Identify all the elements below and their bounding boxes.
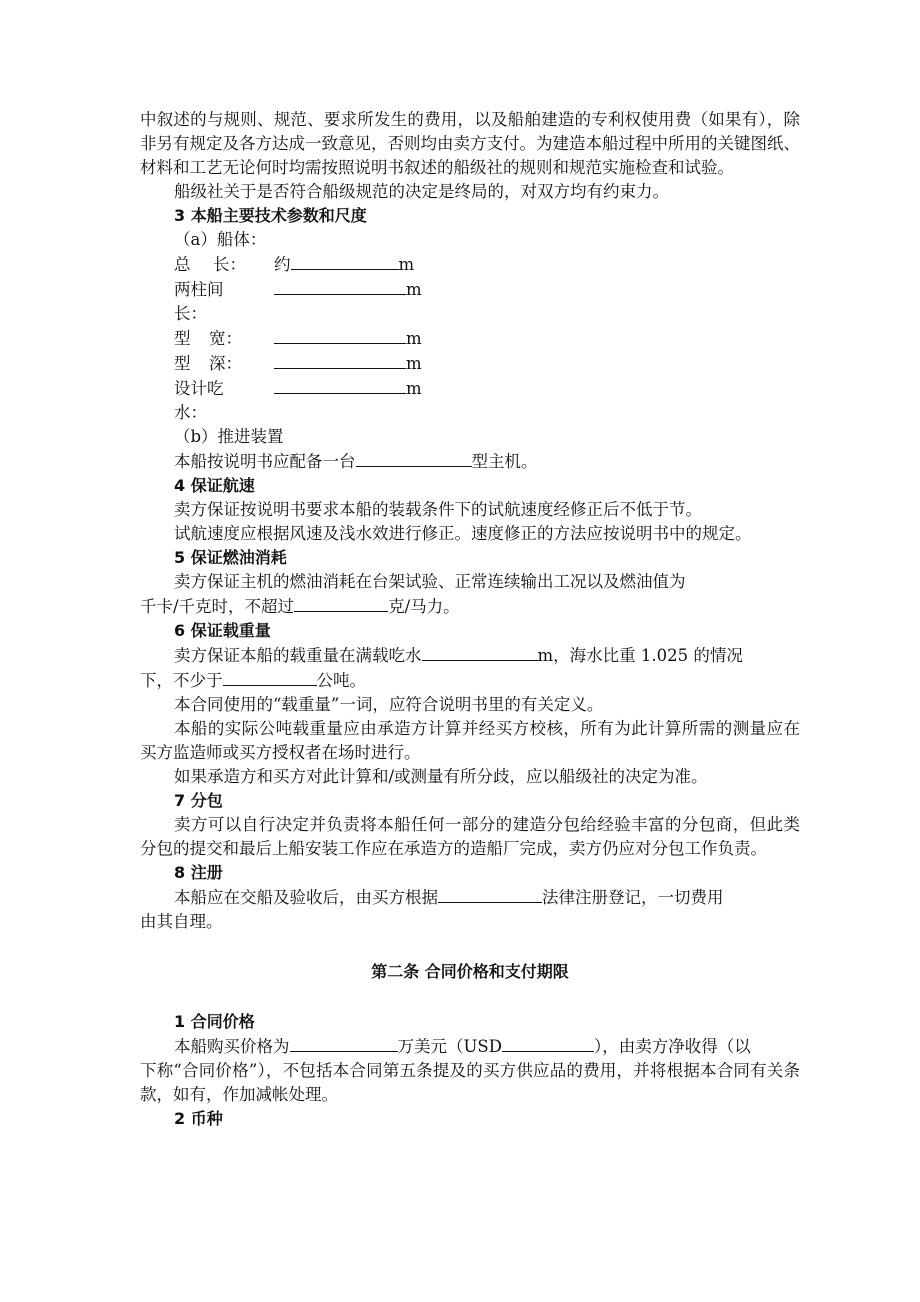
spec-row-design-draft: 设计吃水： m [140,376,800,425]
blank-price-usd[interactable] [502,1034,594,1052]
paragraph-deadweight-calculation: 本船的实际公吨载重量应由承造方计算并经买方校核，所有为此计算所需的测量应在买方监造师或买方授权者在场时进行。 [140,719,800,762]
spec-row-overall-length: 总 长： 约 m [140,252,800,277]
paragraph-classification-decision: 船级社关于是否符合船级规范的决定是终局的，对双方均有约束力。 [174,182,669,201]
heading-deadweight: 6 保证载重量 [174,621,271,640]
heading-registration: 8 注册 [174,863,223,882]
line-main-engine: 本船按说明书应配备一台 型主机。 [140,449,800,474]
line-deadweight-min: 下，不少于 公吨。 [140,668,800,693]
paragraph-specification-fees: 中叙述的与规则、规范、要求所发生的费用，以及船舶建造的专利权使用费（如果有），除非另有规定及各方达成一致意见，否则均由卖方支付。为建造本船过程中所用的关键图纸、材料和工艺无论何时均需按照说明书叙述的船级社的规则和规范实施检查和试验。 [140,110,800,177]
heading-contract-price: 1 合同价格 [174,1012,255,1031]
spec-row-length-bp: 两柱间长： m [140,277,800,326]
paragraph-subcontracting: 卖方可以自行决定并负责将本船任何一部分的建造分包给经验丰富的分包商，但此类分包的提交和最后上船安装工作应在承造方的造船厂完成，卖方仍应对分包工作负责。 [140,815,800,858]
heading-main-parameters: 3 本船主要技术参数和尺度 [174,206,367,225]
line-contract-price: 本船购买价格为 万美元（USD ），由卖方净收得（以 [140,1034,800,1059]
paragraph-speed-guarantee: 卖方保证按说明书要求本船的装载条件下的试航速度经修正后不低于节。 [174,500,702,519]
blank-engine-type[interactable] [356,449,472,467]
heading-subcontracting: 7 分包 [174,791,223,810]
spec-row-moulded-breadth: 型 宽： m [140,326,800,351]
blank-deadweight-tonnes[interactable] [223,668,317,686]
blank-price-wan-usd[interactable] [290,1034,398,1052]
heading-guaranteed-speed: 4 保证航速 [174,476,255,495]
heading-fuel-consumption: 5 保证燃油消耗 [174,548,287,567]
document-body [140,108,800,1131]
paragraph-deadweight-dispute: 如果承造方和买方对此计算和/或测量有所分歧，应以船级社的决定为准。 [174,767,708,786]
line-registration: 本船应在交船及验收后，由买方根据 法律注册登记，一切费用 [140,885,800,910]
blank-design-draft[interactable] [274,376,406,394]
line-fuel-limit: 千卡/千克时，不超过 克/马力。 [140,594,800,619]
paragraph-contract-price-definition: 下称“合同价格”），不包括本合同第五条提及的买方供应品的费用，并将根据本合同有关条款，如有，作加减帐处理。 [140,1061,800,1104]
label-propulsion: （b）推进装置 [174,427,284,446]
line-registration-cost: 由其自理。 [140,912,223,931]
blank-fuel-limit[interactable] [294,594,388,612]
paragraph-speed-correction: 试航速度应根据风速及浅水效进行修正。速度修正的方法应按说明书中的规定。 [174,524,752,543]
blank-registration-law[interactable] [438,885,542,903]
blank-overall-length[interactable] [291,252,399,270]
spec-row-moulded-depth: 型 深： m [140,351,800,376]
line-deadweight-draft: 卖方保证本船的载重量在满载吃水 m，海水比重 1.025 的情况 [140,643,800,668]
paragraph-fuel-guarantee: 卖方保证主机的燃油消耗在台架试验、正常连续输出工况以及燃油值为 [174,572,686,591]
blank-moulded-breadth[interactable] [274,326,406,344]
article-title-price-payment: 第二条 合同价格和支付期限 [371,962,569,981]
label-hull: （a）船体： [174,230,267,249]
paragraph-deadweight-definition: 本合同使用的“载重量”一词，应符合说明书里的有关定义。 [174,695,604,714]
heading-currency: 2 币种 [174,1109,223,1128]
blank-moulded-depth[interactable] [274,351,406,369]
blank-length-bp[interactable] [274,277,406,295]
blank-full-load-draft[interactable] [422,643,538,661]
